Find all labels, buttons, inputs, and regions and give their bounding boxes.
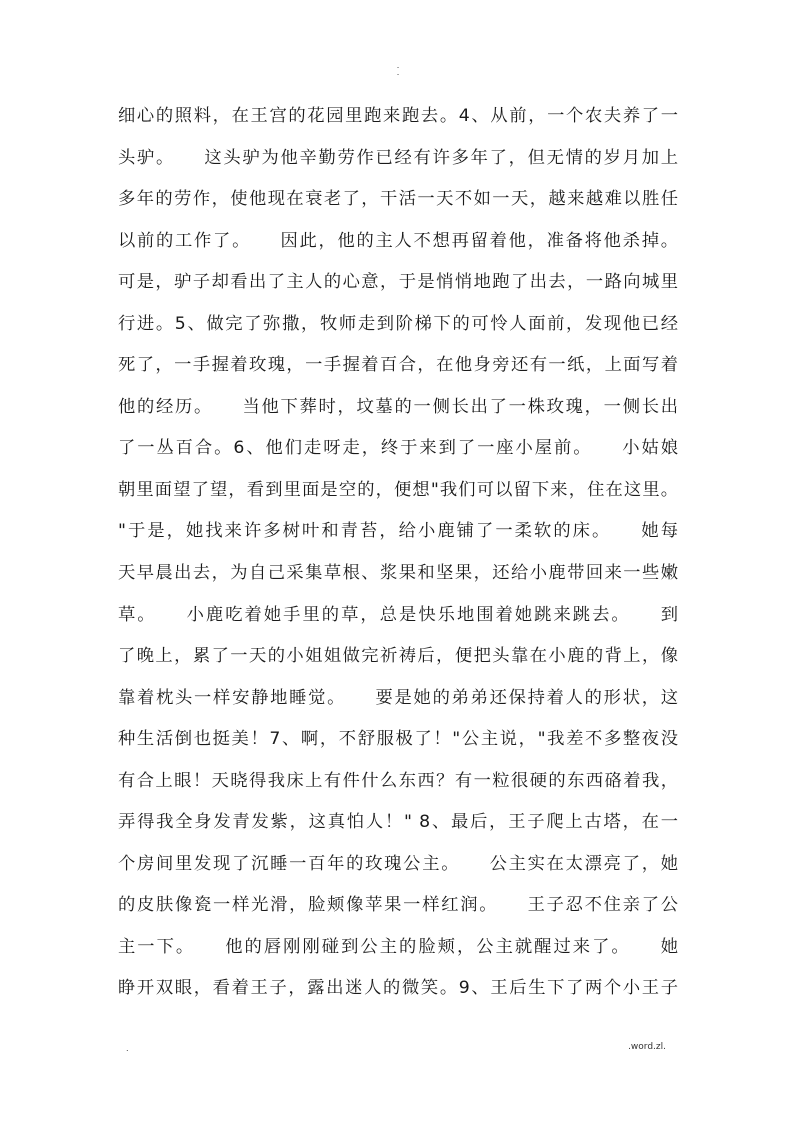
footer-watermark: .word.zl.	[628, 1042, 666, 1052]
body-line: 靠着枕头一样安静地睡觉。 要是她的弟弟还保持着人的形状，这	[118, 687, 678, 708]
body-line: 主一下。 他的唇刚刚碰到公主的脸颊，公主就醒过来了。 她	[118, 936, 678, 957]
body-line: 了晚上，累了一天的小姐姐做完祈祷后，便把头靠在小鹿的背上，像	[118, 646, 678, 667]
header-dot-top: .	[396, 61, 400, 70]
body-line: 行进。5、做完了弥撒，牧师走到阶梯下的可怜人面前，发现他已经	[118, 313, 678, 334]
body-line: 弄得我全身发青发紫，这真怕人！" 8、最后，王子爬上古塔，在一	[118, 812, 678, 833]
header-dot-bottom: .	[396, 68, 400, 77]
document-body	[118, 96, 678, 1010]
body-line: 的皮肤像瓷一样光滑，脸颊像苹果一样红润。 王子忍不住亲了公	[118, 895, 678, 916]
body-line: 可是，驴子却看出了主人的心意，于是悄悄地跑了出去，一路向城里	[118, 272, 678, 293]
body-line: 朝里面望了望，看到里面是空的，便想"我们可以留下来，住在这里。	[118, 479, 678, 500]
body-line: 种生活倒也挺美！7、啊，不舒服极了！"公主说，"我差不多整夜没	[118, 729, 678, 750]
body-line: 细心的照料，在王宫的花园里跑来跑去。4、从前，一个农夫养了一	[118, 106, 678, 126]
body-line: 天早晨出去，为自己采集草根、浆果和坚果，还给小鹿带回来一些嫩	[118, 563, 678, 584]
body-line: "于是，她找来许多树叶和青苔，给小鹿铺了一柔软的床。 她每	[118, 521, 678, 542]
body-line: 死了，一手握着玫瑰，一手握着百合，在他身旁还有一纸，上面写着	[118, 355, 678, 376]
body-line: 头驴。 这头驴为他辛勤劳作已经有许多年了，但无情的岁月加上	[118, 147, 678, 168]
body-line: 睁开双眼，看着王子，露出迷人的微笑。9、王后生下了两个小王子	[118, 978, 678, 999]
footer-left-mark: .	[126, 1044, 129, 1053]
header-mark	[395, 62, 401, 76]
body-line: 他的经历。 当他下葬时，坟墓的一侧长出了一株玫瑰，一侧长出	[118, 396, 678, 417]
body-line: 以前的工作了。 因此，他的主人不想再留着他，准备将他杀掉。	[118, 230, 678, 251]
body-line: 个房间里发现了沉睡一百年的玫瑰公主。 公主实在太漂亮了，她	[118, 853, 678, 874]
body-line: 多年的劳作，使他现在衰老了，干活一天不如一天，越来越难以胜任	[118, 189, 678, 210]
body-line: 草。 小鹿吃着她手里的草，总是快乐地围着她跳来跳去。 到	[118, 604, 678, 625]
body-line: 有合上眼！天晓得我床上有件什么东西？有一粒很硬的东西硌着我，	[118, 770, 678, 791]
body-line: 了一丛百合。6、他们走呀走，终于来到了一座小屋前。 小姑娘	[118, 438, 678, 459]
